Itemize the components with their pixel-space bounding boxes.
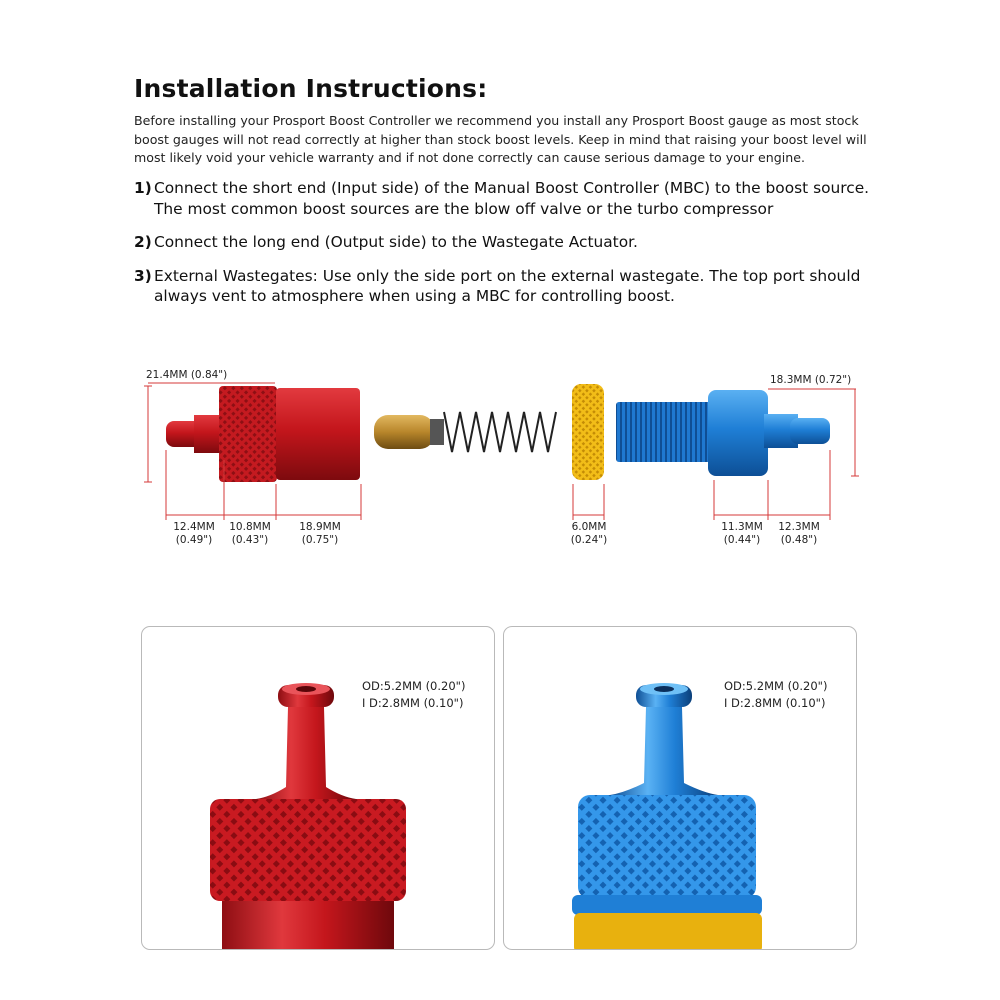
red-nipple-length-in: (0.49") <box>175 534 213 546</box>
blue-body-length: 11.3MM <box>721 521 763 533</box>
red-knurl-length-in: (0.43") <box>231 534 269 546</box>
nut-thickness-in: (0.24") <box>570 534 608 546</box>
intro-paragraph: Before installing your Prosport Boost Controller we recommend you install any Prosport Boost gauge as most stock boost gauges will not read correctly at higher than stock boost levels. Keep in mind that raising your boost level will most likely void your vehicle warranty and if not done correctly can cause serious damage to your engine. <box>134 113 867 165</box>
exploded-diagram <box>0 350 1000 560</box>
blue-fitting-closeup <box>504 627 856 949</box>
step-2 <box>134 232 894 253</box>
blue-inner-diameter-label: I D:2.8MM (0.10") <box>724 696 826 710</box>
red-outer-diameter-label: OD:5.2MM (0.20") <box>362 679 466 693</box>
red-fitting-closeup-panel <box>141 626 495 950</box>
step-number: 3) <box>134 266 152 285</box>
nut-thickness: 6.0MM <box>571 521 607 533</box>
instruction-steps <box>134 178 894 320</box>
step-text: Connect the short end (Input side) of the Manual Boost Controller (MBC) to the boost source. The most common boost sources are the blow off valve or the turbo compressor <box>154 179 870 218</box>
blue-body-length-in: (0.44") <box>723 534 761 546</box>
gold-lock-nut <box>572 384 604 480</box>
step-text: Connect the long end (Output side) to the Wastegate Actuator. <box>154 233 638 251</box>
step-number: 2) <box>134 233 152 251</box>
step-text: External Wastegates: Use only the side port on the external wastegate. The top port should always vent to atmosphere when using a MBC for controlling boost. <box>154 266 861 305</box>
blue-outer-diameter-label: OD:5.2MM (0.20") <box>724 679 828 693</box>
red-fitting-closeup <box>142 627 494 949</box>
red-input-fitting <box>166 386 360 482</box>
blue-nipple-length: 12.3MM <box>778 521 820 533</box>
blue-fitting-closeup-panel <box>503 626 857 950</box>
red-knurl-length: 10.8MM <box>229 521 271 533</box>
step-number: 1) <box>134 179 152 197</box>
red-inner-diameter-label: I D:2.8MM (0.10") <box>362 696 464 710</box>
step-1 <box>134 178 894 219</box>
blue-nipple-length-in: (0.48") <box>780 534 818 546</box>
red-diameter-label: 21.4MM (0.84") <box>146 369 228 381</box>
blue-output-fitting <box>616 390 830 476</box>
red-body-length-in: (0.75") <box>301 534 339 546</box>
step-3 <box>134 266 894 307</box>
spring <box>444 412 556 452</box>
page-title: Installation Instructions: <box>134 74 488 103</box>
red-nipple-length: 12.4MM <box>173 521 215 533</box>
blue-diameter-label: 18.3MM (0.72") <box>770 374 852 386</box>
red-body-length: 18.9MM <box>299 521 341 533</box>
brass-piston <box>374 415 444 449</box>
